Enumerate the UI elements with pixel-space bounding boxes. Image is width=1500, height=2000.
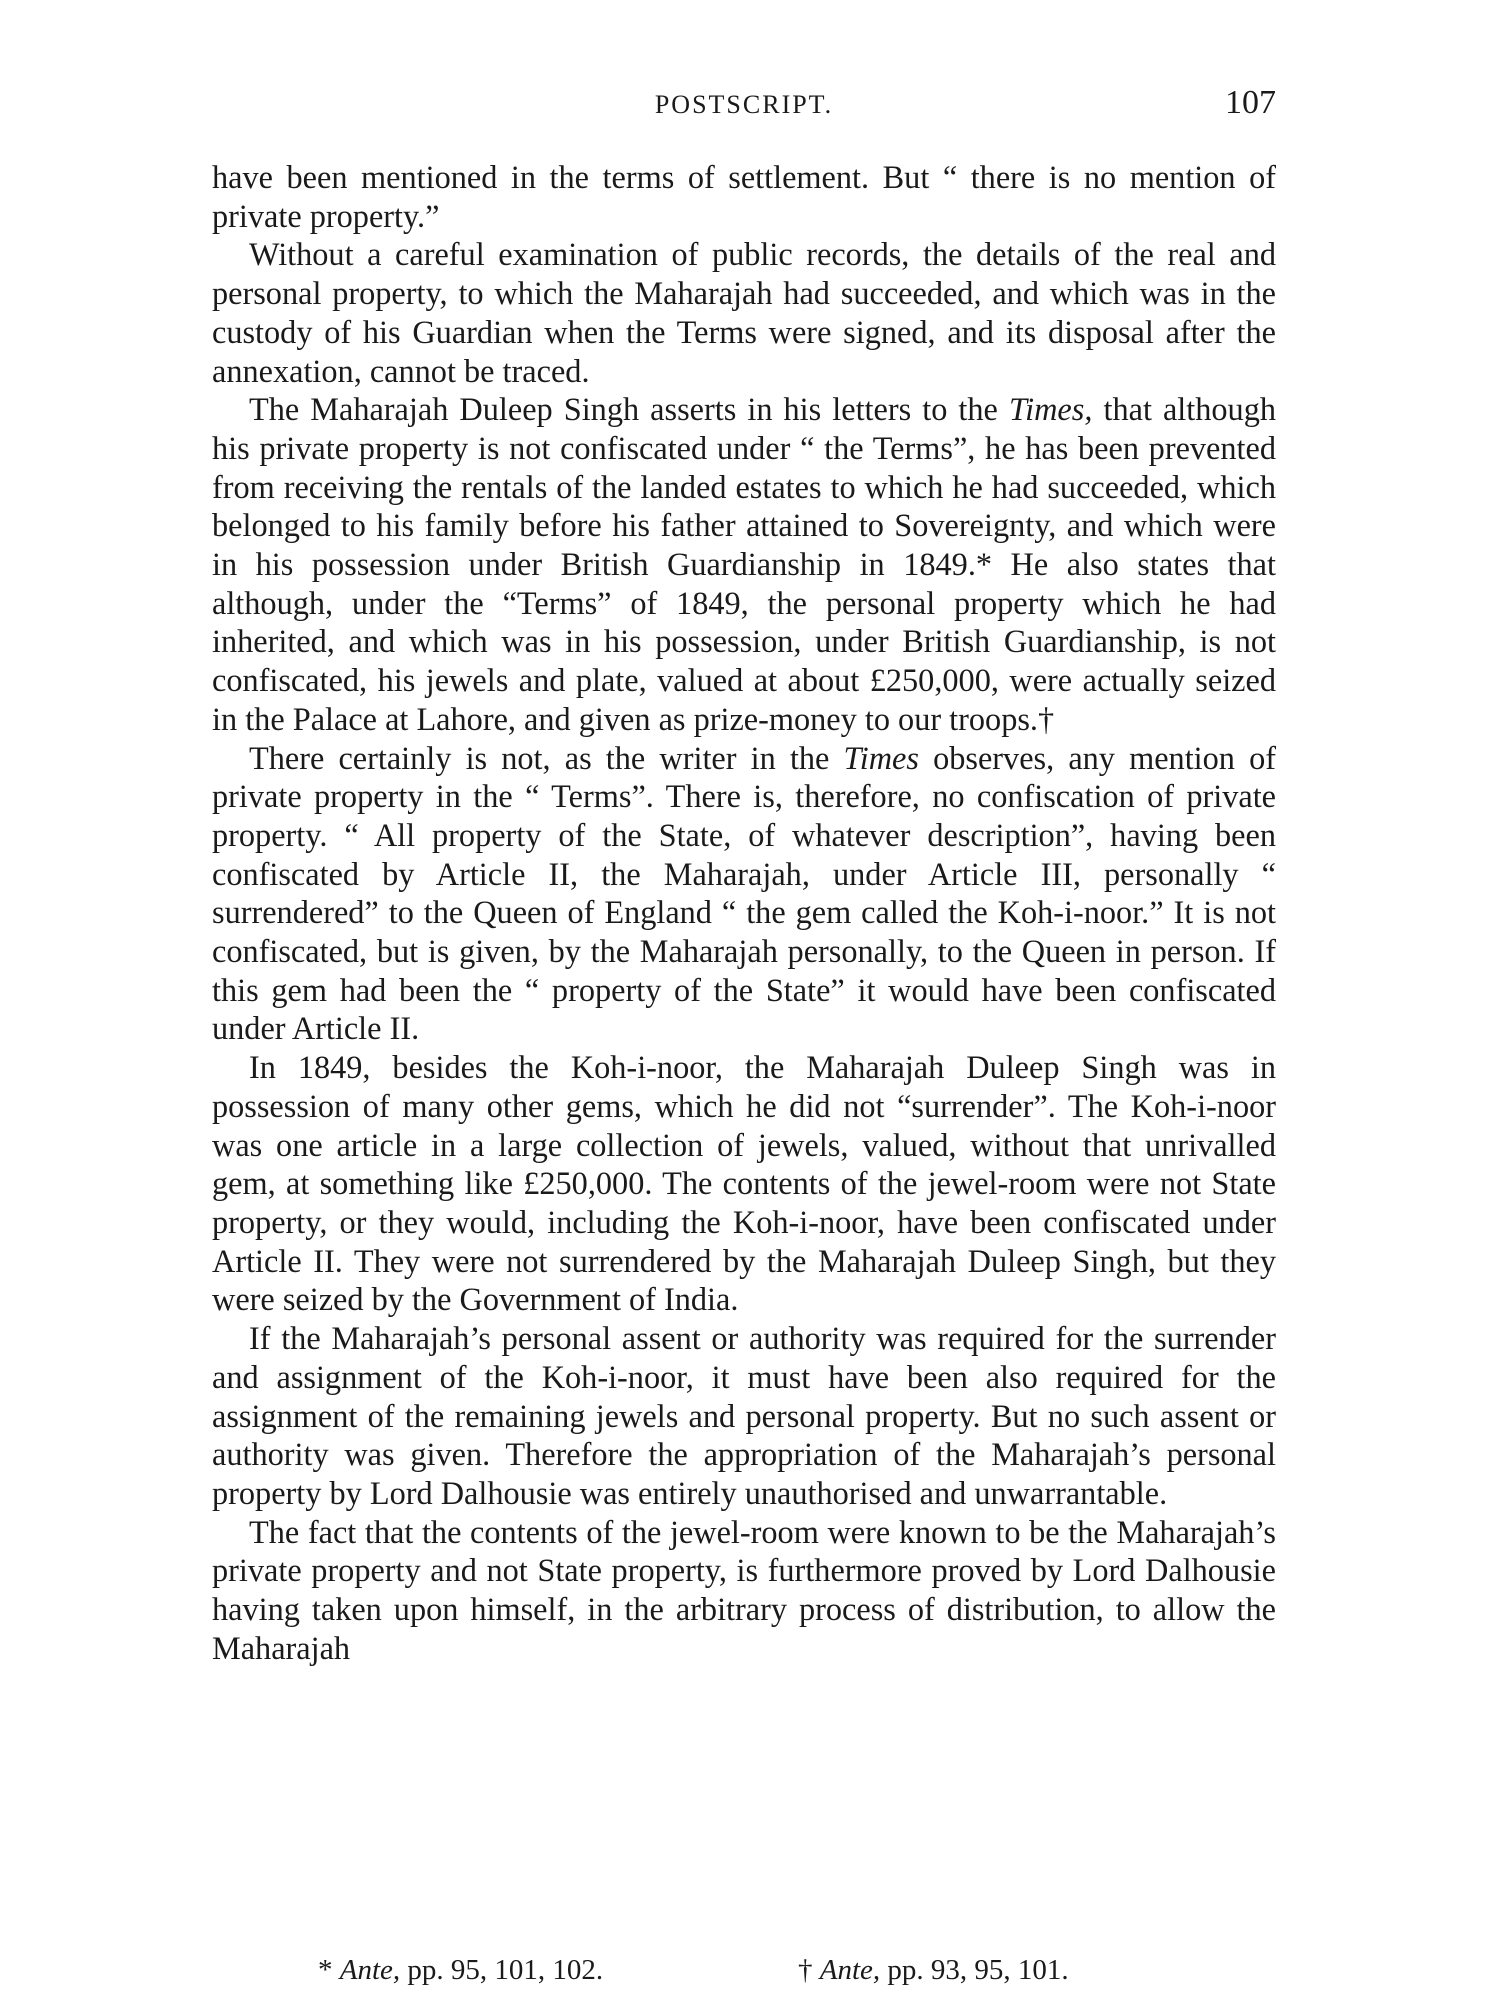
- footnote-pages: pp. 95, 101, 102.: [407, 1954, 604, 1986]
- footnote: [318, 1954, 603, 1987]
- footnote: [798, 1954, 1069, 1987]
- paragraph-other-gems: In 1849, besides the Koh-i-noor, the Maharajah Duleep Singh was in possession of many other gems, which he did not “surrender”. The Koh-i-noor was one article in a large collection of jewels, valued, without that unrivalled gem, at something like £250,000. The contents of the jewel-room were not State property, or they would, including the Koh-i-noor, have been confiscated under Article II. They were not surrendered by the Maharajah Duleep Singh, but they were seized by the Government of India.: [212, 1049, 1276, 1318]
- paragraph-public-records: Without a careful examination of public records, the details of the real and personal property, to which the Maharajah had succeeded, and which was in the custody of his Guardian when the Terms were signed, and its disposal after the annexation, cannot be traced.: [212, 236, 1276, 389]
- italic-times: Times: [843, 739, 919, 776]
- paragraph-text: that although his private property is not confiscated under “ the Terms”, he has been prevented from receiving the rentals of the landed estates to which he had succeeded, which belonged to his family before his father attained to Sovereignty, and which were in his possession under British Guardianship in 1849.* He also states that although, under the “Terms” of 1849, the personal property which he had inherited, and which was in his possession, under British Guardianship, is not confiscated, his jewels and plate, valued at about £250,000, were actually seized in the Palace at Lahore, and given as prize-money to our troops.†: [212, 391, 1276, 737]
- body-text: [212, 158, 1276, 1667]
- paragraph-jewel-room: The fact that the contents of the jewel-room were known to be the Maharajah’s private property and not State property, is furthermore proved by Lord Dalhousie having taken upon himself, in the arbitrary process of distribution, to allow the Maharajah: [212, 1513, 1276, 1666]
- paragraph-personal-assent: If the Maharajah’s personal assent or authority was required for the surrender and assignment of the Koh-i-noor, it must have been also required for the assignment of the remaining jewels and personal property. But no such assent or authority was given. Therefore the appropriation of the Maharajah’s personal property by Lord Dalhousie was entirely unauthorised and unwarrantable.: [212, 1320, 1276, 1511]
- running-header: [212, 84, 1276, 128]
- footnote-pages: pp. 93, 95, 101.: [887, 1954, 1069, 1986]
- italic-times: Times,: [1008, 391, 1093, 428]
- running-title: POSTSCRIPT.: [654, 90, 834, 119]
- footnotes: [318, 1954, 1218, 1994]
- paragraph-continued: have been mentioned in the terms of settlement. But “ there is no mention of private property.”: [212, 159, 1276, 234]
- paragraph-text: The Maharajah Duleep Singh asserts in his letters to the: [249, 391, 1009, 428]
- footnote-mark: †: [798, 1954, 813, 1986]
- footnote-ref: Ante,: [819, 1954, 881, 1986]
- footnote-ref: Ante,: [339, 1954, 401, 1986]
- paragraph-private-property: [212, 739, 1276, 1049]
- page-number: 107: [1225, 84, 1276, 121]
- paragraph-text: There certainly is not, as the writer in the: [249, 739, 844, 776]
- paragraph-text: observes, any mention of private property in the “ Terms”. There is, therefore, no confiscation of private property. “ All property of the State, of whatever description”, having been confiscated by Article II, the Maharajah, under Article III, personally “ surrendered” to the Queen of England “ the gem called the Koh-i-noor.” It is not confiscated, but is given, by the Maharajah personally, to the Queen in person. If this gem had been the “ property of the State” it would have been confiscated under Article II.: [212, 739, 1276, 1047]
- footnote-mark: *: [318, 1954, 333, 1986]
- paragraph-times-letters: [212, 390, 1276, 738]
